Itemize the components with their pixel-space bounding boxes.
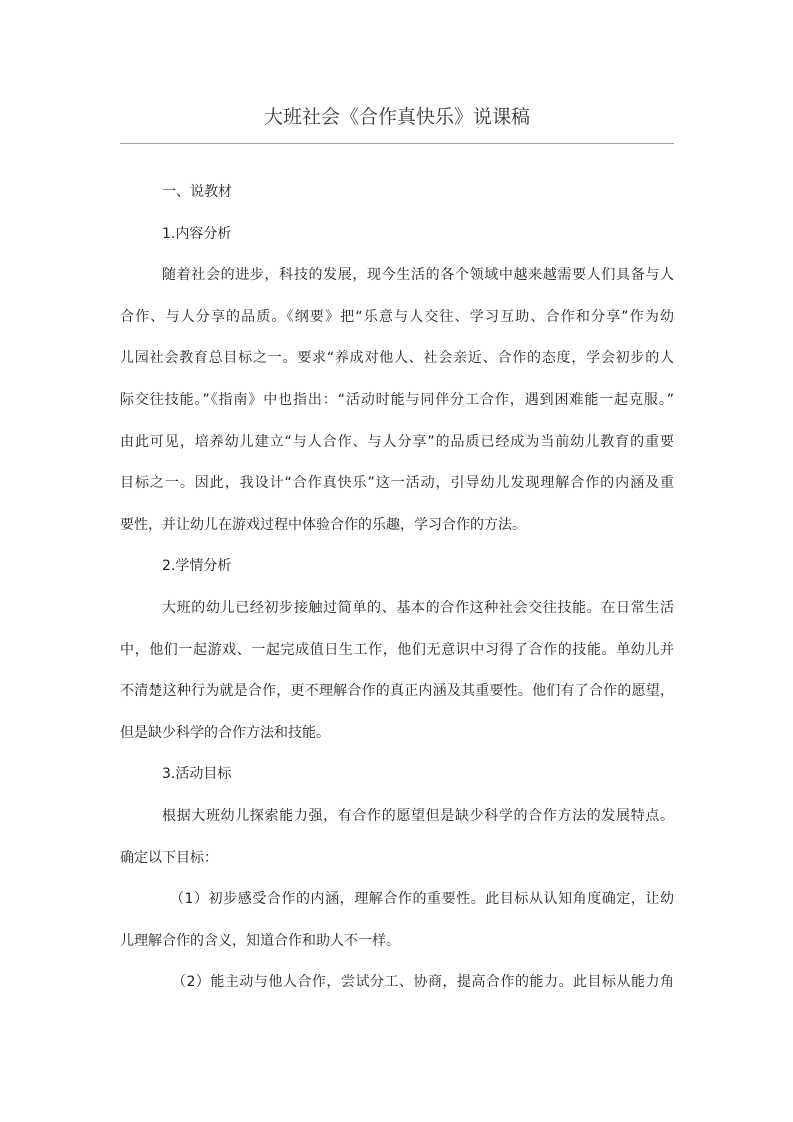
paragraph-line: 确定以下目标： xyxy=(120,849,218,866)
paragraph-line: （1）初步感受合作的内涵，理解合作的重要性。此目标从认知角度确定，让幼 xyxy=(170,891,674,908)
document-title: 大班社会《合作真快乐》说课稿 xyxy=(263,106,530,128)
paragraph-line: 大班的幼儿已经初步接触过简单的、基本的合作这种社会交往技能。在日常生活 xyxy=(162,599,674,616)
document-body xyxy=(120,172,674,1004)
section-heading: 2.学情分析 xyxy=(162,558,232,575)
paragraph-line: 要性，并让幼儿在游戏过程中体验合作的乐趣，学习合作的方法。 xyxy=(120,516,526,533)
paragraph-line: 由此可见，培养幼儿建立“与人合作、与人分享”的品质已经成为当前幼儿教育的重要 xyxy=(120,433,674,450)
paragraph-line: 儿园社会教育总目标之一。要求“养成对他人、社会亲近、合作的态度，学会初步的人 xyxy=(120,350,674,367)
section-heading: 1.内容分析 xyxy=(162,225,232,242)
paragraph-line: 目标之一。因此，我设计“合作真快乐”这一活动，引导幼儿发现理解合作的内涵及重 xyxy=(120,475,674,492)
title-divider xyxy=(120,143,674,144)
paragraph-line: （2）能主动与他人合作，尝试分工、协商，提高合作的能力。此目标从能力角 xyxy=(172,974,674,991)
paragraph-line: 儿理解合作的含义，知道合作和助人不一样。 xyxy=(120,932,400,949)
paragraph-line: 但是缺少科学的合作方法和技能。 xyxy=(120,724,330,741)
section-heading: 一、说教材 xyxy=(162,184,232,200)
paragraph-line: 际交往技能。”《指南》中也指出：“活动时能与同伴分工合作，遇到困难能一起克服。” xyxy=(120,391,674,408)
section-heading: 3.活动目标 xyxy=(162,766,232,783)
paragraph-line: 中，他们一起游戏、一起完成值日生工作，他们无意识中习得了合作的技能。单幼儿并 xyxy=(120,641,674,658)
paragraph-line: 随着社会的进步，科技的发展，现今生活的各个领域中越来越需要人们具备与人 xyxy=(162,267,674,284)
paragraph-line: 根据大班幼儿探索能力强，有合作的愿望但是缺少科学的合作方法的发展特点。 xyxy=(162,807,674,824)
paragraph-line: 不清楚这种行为就是合作，更不理解合作的真正内涵及其重要性。他们有了合作的愿望， xyxy=(120,683,674,700)
paragraph-line: 合作、与人分享的品质。《纲要》把“乐意与人交往、学习互助、合作和分享”作为幼 xyxy=(120,308,674,325)
